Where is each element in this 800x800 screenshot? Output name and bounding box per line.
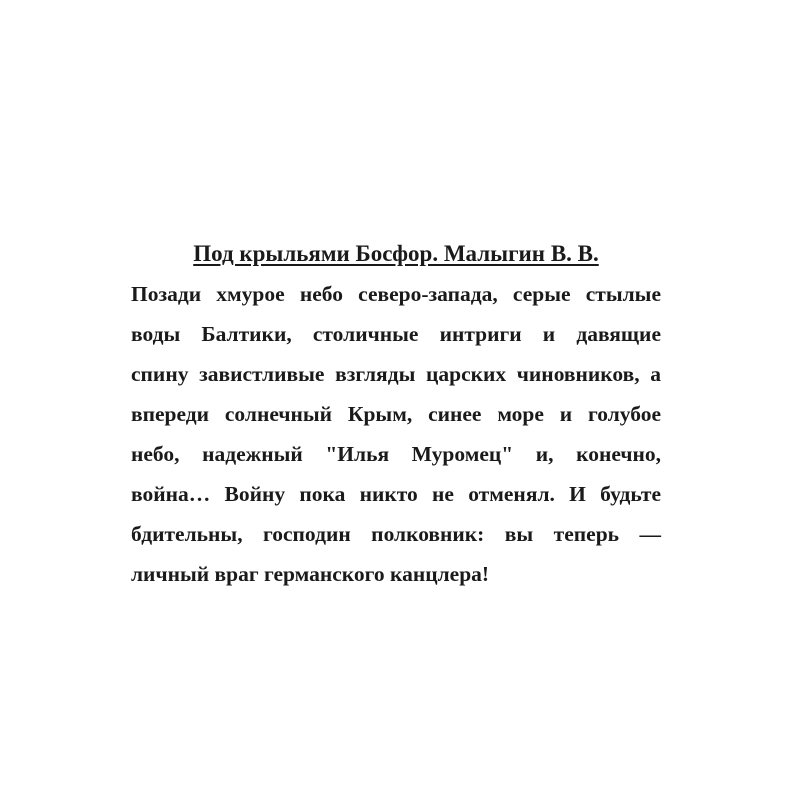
paragraph-line: личный враг германского канцлера! bbox=[131, 562, 490, 586]
paragraph-line: воды Балтики, столичные интриги и давящие bbox=[131, 322, 661, 346]
paragraph-line: спину завистливые взгляды царских чиновников, а bbox=[131, 362, 661, 386]
paragraph-line: впереди солнечный Крым, синее море и голубое bbox=[131, 402, 661, 426]
document-title: Под крыльями Босфор. Малыгин В. В. bbox=[193, 241, 599, 266]
text-block bbox=[131, 234, 661, 594]
paragraph-line: небо, надежный "Илья Муромец" и, конечно, bbox=[131, 442, 661, 466]
paragraph-line: Позади хмурое небо северо-запада, серые стылые bbox=[131, 282, 661, 306]
paragraph-line: бдительны, господин полковник: вы теперь — bbox=[131, 522, 661, 546]
paragraph-line: война… Войну пока никто не отменял. И будьте bbox=[131, 482, 661, 506]
